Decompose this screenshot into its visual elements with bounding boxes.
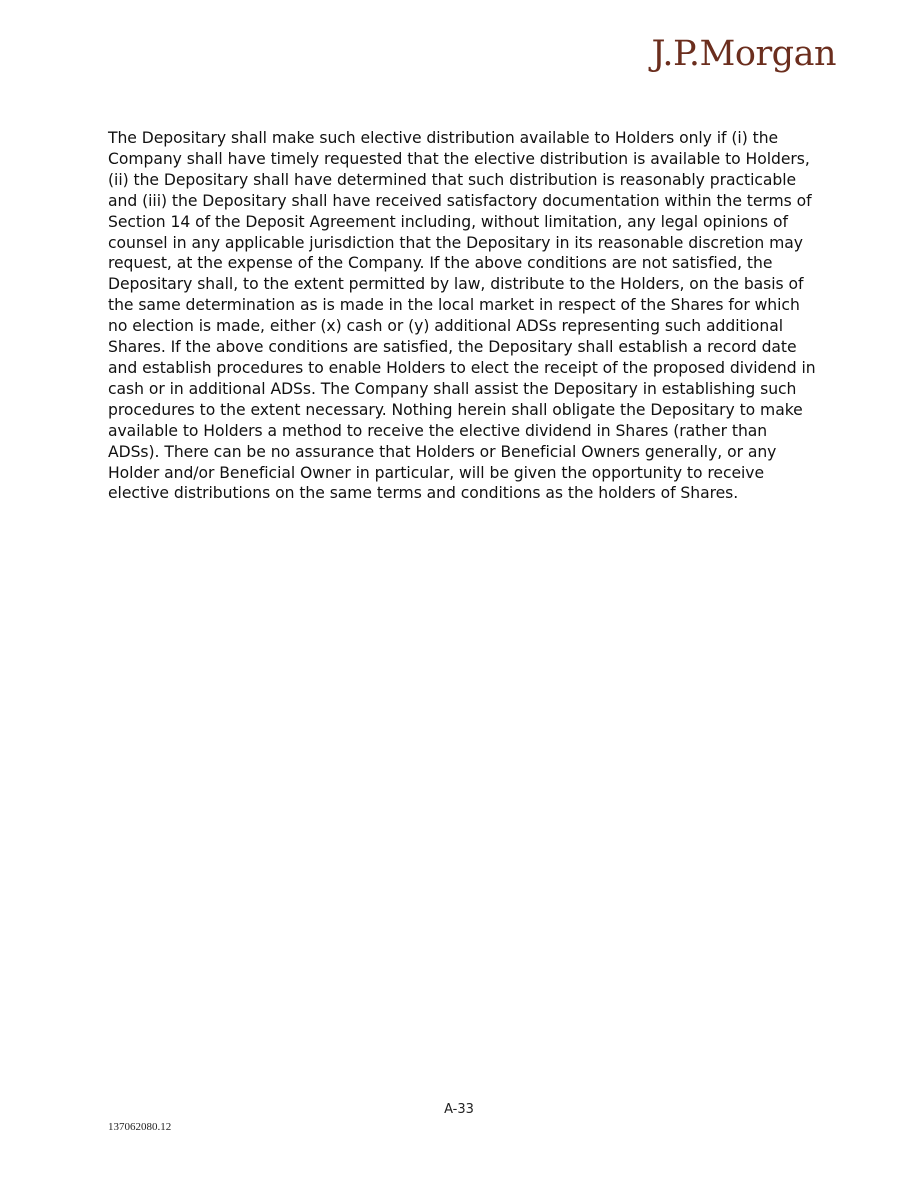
- page-number: A-33: [444, 1102, 474, 1117]
- document-id: 137062080.12: [108, 1121, 172, 1133]
- jpmorgan-logo: J.P.Morgan: [651, 34, 836, 74]
- body-paragraph: The Depositary shall make such elective distribution available to Holders only if (i) the Company shall have timely requested that the elective distribution is available to Holders, (ii) the Depositary shall have determined that such distribution is reasonably practicable and (iii) the Depositary shall have received satisfactory documentation within the terms of Section 14 of the Deposit Agreement including, without limitation, any legal opinions of counsel in any applicable jurisdiction that the Depositary in its reasonable discretion may request, at the expense of the Company. If the above conditions are not satisfied, the Depositary shall, to the extent permitted by law, distribute to the Holders, on the basis of the same determination as is made in the local market in respect of the Shares for which no election is made, either (x) cash or (y) additional ADSs representing such additional Shares. If the above conditions are satisfied, the Depositary shall establish a record date and establish procedures to enable Holders to elect the receipt of the proposed dividend in cash or in additional ADSs. The Company shall assist the Depositary in establishing such procedures to the extent necessary. Nothing herein shall obligate the Depositary to make available to Holders a method to receive the elective dividend in Shares (rather than ADSs). There can be no assurance that Holders or Beneficial Owners generally, or any Holder and/or Beneficial Owner in particular, will be given the opportunity to receive elective distributions on the same terms and conditions as the holders of Shares.: [108, 129, 816, 503]
